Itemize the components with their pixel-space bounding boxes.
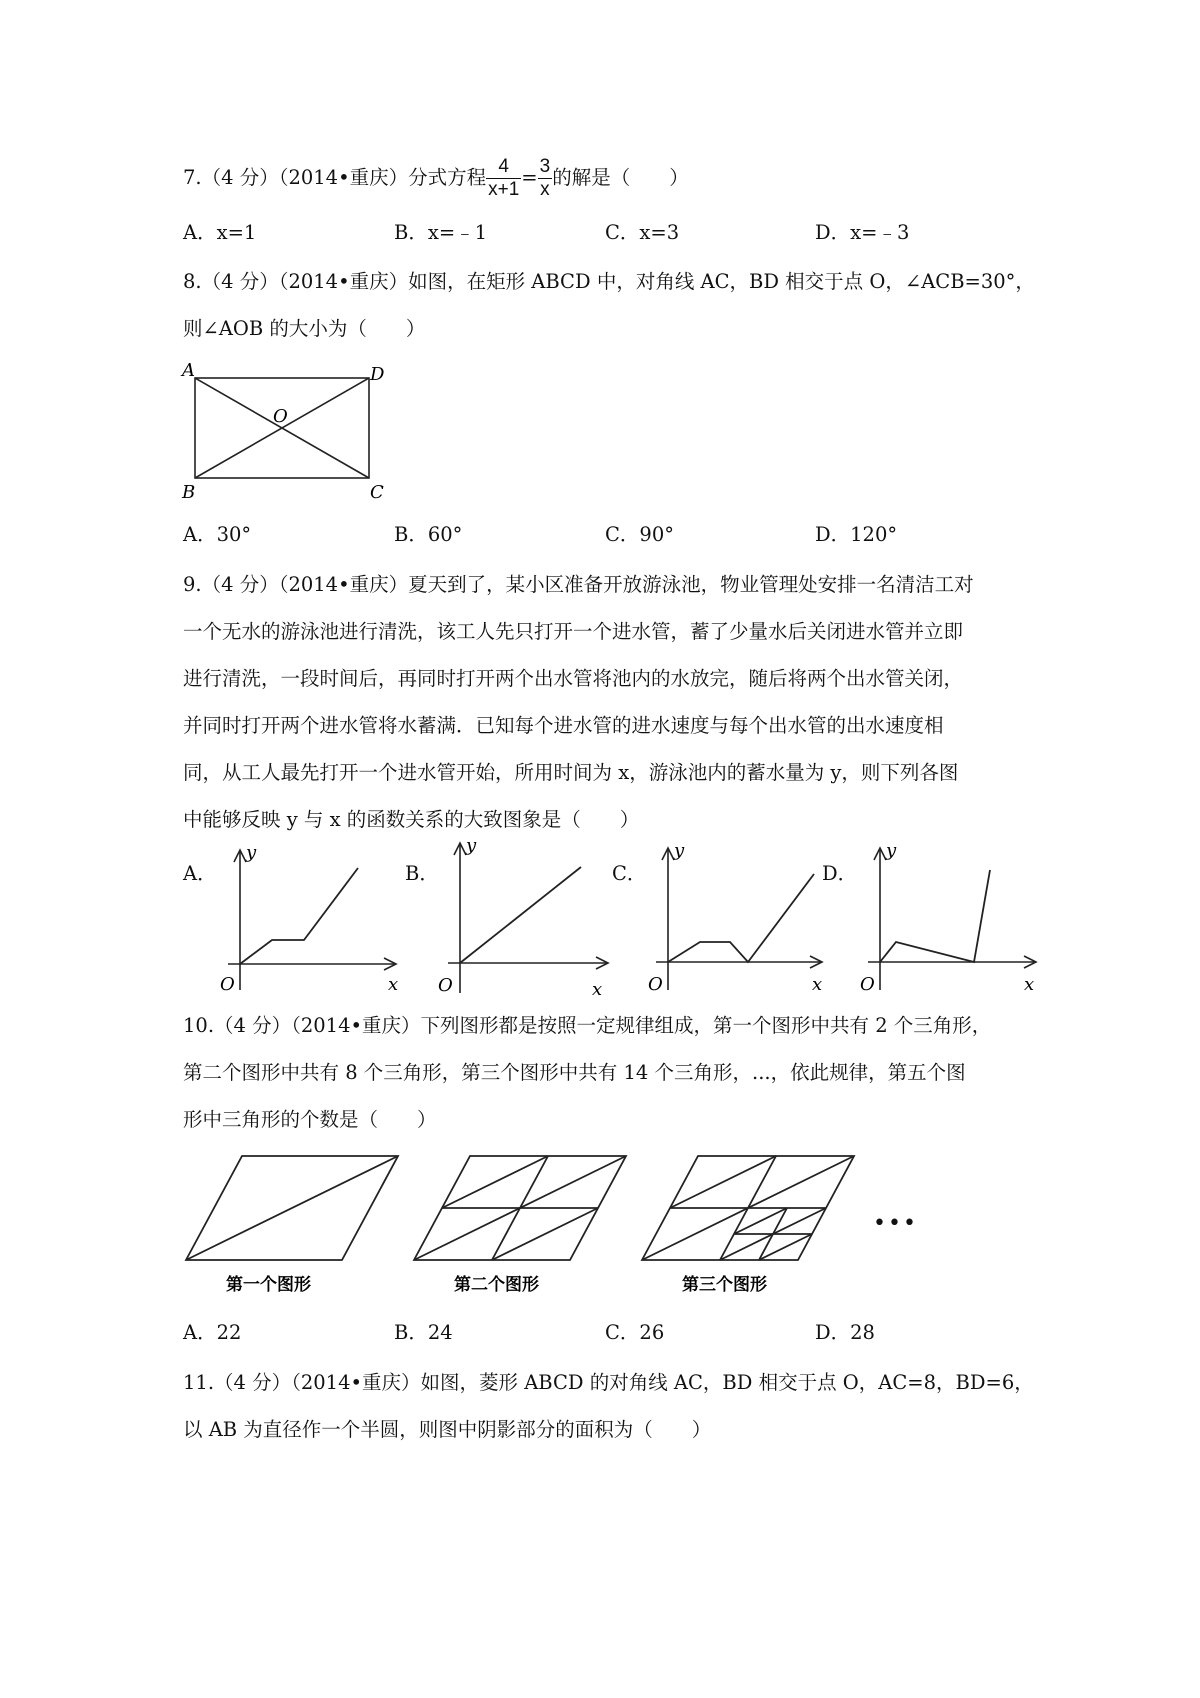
origin-label: O	[648, 974, 663, 995]
q8-option-d: D．120°	[815, 523, 898, 546]
y-axis-label: y	[674, 840, 685, 861]
question-7	[183, 156, 689, 201]
label-a: A	[182, 360, 195, 381]
graph-a-curve	[240, 868, 358, 964]
pattern-figure-2	[408, 1150, 638, 1300]
x-axis-label: x	[388, 974, 399, 995]
origin-label: O	[860, 974, 875, 995]
y-axis-label: y	[466, 835, 477, 856]
graph-option-c	[640, 840, 835, 1000]
q8-option-a: A．30°	[183, 523, 252, 546]
graph-c-curve	[668, 874, 814, 962]
question-7-suffix: 的解是（ ）	[552, 166, 689, 189]
graph-d-curve	[880, 870, 990, 962]
caption-figure-3: 第三个图形	[682, 1275, 767, 1295]
q7-option-a: A．x=1	[183, 221, 257, 244]
question-11-line-2: 以 AB 为直径作一个半圆，则图中阴影部分的面积为（ ）	[183, 1418, 712, 1441]
q9-option-d-label: D．	[822, 862, 858, 885]
question-9-line-1: 9.（4 分）（2014•重庆）夏天到了，某小区准备开放游泳池，物业管理处安排一名清洁工对	[183, 573, 974, 596]
q7-option-d: D．x=﹣3	[815, 221, 910, 244]
q7-option-b: B．x=﹣1	[394, 221, 488, 244]
x-axis-label: x	[812, 974, 823, 995]
question-9-line-2: 一个无水的游泳池进行清洗，该工人先只打开一个进水管，蓄了少量水后关闭进水管并立即	[183, 620, 964, 643]
question-11-line-1: 11.（4 分）（2014•重庆）如图，菱形 ABCD 的对角线 AC，BD 相交于点 O，AC=8，BD=6，	[183, 1371, 1034, 1394]
equals-sign: =	[521, 166, 538, 189]
caption-figure-1: 第一个图形	[226, 1275, 311, 1295]
question-9-line-4: 并同时打开两个进水管将水蓄满．已知每个进水管的进水速度与每个出水管的出水速度相	[183, 714, 944, 737]
label-c: C	[370, 482, 384, 502]
question-10-line-1: 10.（4 分）（2014•重庆）下列图形都是按照一定规律组成，第一个图形中共有 2 个三角形，	[183, 1014, 992, 1037]
graph-b-curve	[460, 867, 581, 963]
q10-option-d: D．28	[815, 1321, 875, 1344]
pattern-figure-1	[180, 1150, 410, 1300]
label-o: O	[273, 406, 288, 427]
question-8-line-2: 则∠AOB 的大小为（ ）	[183, 317, 426, 340]
x-axis-label: x	[592, 979, 603, 1000]
question-7-prefix: 7.（4 分）（2014•重庆）分式方程	[183, 166, 487, 189]
origin-label: O	[438, 975, 453, 996]
fraction-1-numerator: 4	[486, 156, 521, 179]
question-10-line-3: 形中三角形的个数是（ ）	[183, 1108, 437, 1131]
question-9-line-3: 进行清洗，一段时间后，再同时打开两个出水管将池内的水放完，随后将两个出水管关闭，	[183, 667, 964, 690]
q10-option-b: B．24	[394, 1321, 453, 1344]
fraction-2-numerator: 3	[539, 156, 551, 177]
q8-option-c: C．90°	[605, 523, 674, 546]
pattern-ellipsis: •••	[873, 1211, 918, 1236]
q10-option-c: C．26	[605, 1321, 665, 1344]
rectangle-abcd-figure	[180, 360, 390, 502]
question-9-line-6: 中能够反映 y 与 x 的函数关系的大致图象是（ ）	[183, 808, 640, 831]
graph-option-b	[430, 835, 620, 1000]
label-b: B	[182, 482, 196, 502]
q8-option-b: B．60°	[394, 523, 463, 546]
question-10-line-2: 第二个图形中共有 8 个三角形，第三个图形中共有 14 个三角形，...，依此规律，第五个图	[183, 1061, 966, 1084]
q7-option-c: C．x=3	[605, 221, 680, 244]
fraction-2-denominator: x	[540, 179, 550, 200]
x-axis-label: x	[1024, 974, 1035, 995]
pattern-figure-3	[636, 1150, 866, 1300]
q9-option-b-label: B．	[405, 862, 439, 885]
graph-option-a	[210, 840, 410, 1000]
fraction-1	[486, 156, 521, 201]
q9-option-c-label: C．	[612, 862, 647, 885]
caption-figure-2: 第二个图形	[454, 1275, 539, 1295]
graph-option-d	[852, 840, 1047, 1000]
question-8-line-1: 8.（4 分）（2014•重庆）如图，在矩形 ABCD 中，对角线 AC，BD 相交于点 O，∠ACB=30°，	[183, 270, 1035, 293]
origin-label: O	[220, 974, 235, 995]
label-d: D	[370, 364, 385, 385]
q10-option-a: A．22	[183, 1321, 242, 1344]
fraction-1-denominator: x+1	[488, 179, 520, 200]
question-9-line-5: 同，从工人最先打开一个进水管开始，所用时间为 x，游泳池内的蓄水量为 y，则下列各图	[183, 761, 959, 784]
fraction-2	[538, 156, 553, 201]
y-axis-label: y	[886, 840, 897, 861]
y-axis-label: y	[246, 842, 257, 863]
q9-option-a-label: A．	[183, 862, 217, 885]
